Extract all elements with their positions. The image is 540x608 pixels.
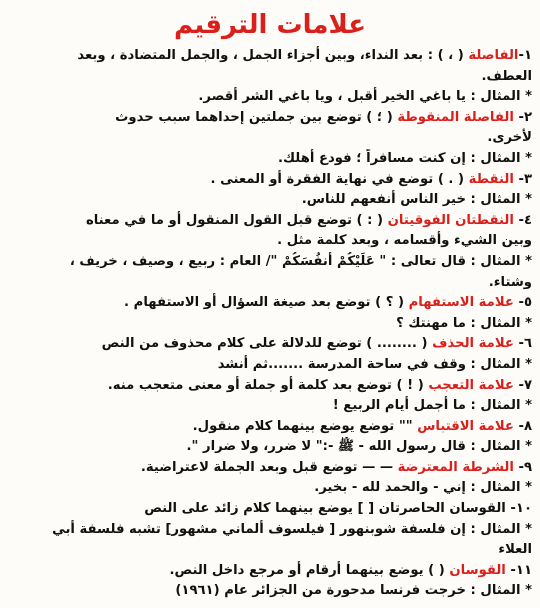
text-line bbox=[8, 314, 532, 335]
line-prefix: ٣- bbox=[513, 171, 532, 187]
line-text: العطف. bbox=[481, 68, 532, 84]
text-line bbox=[8, 149, 532, 170]
line-text: "" توضع يوضع بينهما كلام منقول. bbox=[192, 418, 418, 434]
line-text: لأخرى. bbox=[487, 130, 532, 146]
text-line bbox=[8, 67, 532, 88]
text-line bbox=[8, 396, 532, 417]
page-title: علامات الترقيم bbox=[173, 10, 367, 40]
line-prefix: ١١- bbox=[505, 562, 532, 578]
line-prefix: * bbox=[520, 192, 532, 208]
text-line bbox=[8, 170, 532, 191]
text-line bbox=[8, 581, 532, 602]
line-prefix: * bbox=[520, 398, 532, 414]
text-line bbox=[8, 355, 532, 376]
line-text: المثال : وقف في ساحة المدرسة .......ثم أنشد bbox=[217, 356, 521, 372]
line-text: المثال : يا باغي الخير أقبل ، ويا باغي الشر أقصر. bbox=[198, 89, 521, 105]
line-text: القوسان الحاصرتان [ ] يوضع بينهما كلام زائد على النص bbox=[144, 501, 506, 517]
line-text: وبين الشيء وأقسامه ، وبعد كلمة مثل . bbox=[277, 233, 532, 249]
line-prefix: ٦- bbox=[513, 336, 532, 352]
line-prefix: ١- bbox=[518, 48, 532, 63]
line-text: المثال : إن كنت مسافراً ؛ فودع أهلك. bbox=[278, 150, 521, 166]
line-text: ( ) يوضع بينهما أرقام أو مرجع داخل النص. bbox=[169, 562, 450, 578]
line-text: المثال : إني - والحمد لله - بخير. bbox=[314, 480, 521, 496]
line-text: المثال : خير الناس أنفعهم للناس. bbox=[301, 192, 521, 208]
text-line bbox=[8, 46, 532, 67]
text-line bbox=[8, 293, 532, 314]
line-text: المثال : قال تعالى : " عَلَيْكُمْ أَنفُسَكُمْ "/ العام : ربيع ، وصيف ، خريف ، bbox=[69, 253, 521, 269]
text-line bbox=[8, 437, 532, 458]
text-line bbox=[8, 252, 532, 273]
line-text: ( ........ ) توضع للدلالة على كلام محذوف من النص bbox=[101, 336, 433, 352]
punctuation-term: علامة الاقتباس bbox=[417, 418, 514, 434]
line-prefix: * bbox=[520, 356, 532, 372]
line-prefix: ٢- bbox=[513, 109, 532, 125]
punctuation-term: النقطتان الفوقيتان bbox=[387, 212, 514, 228]
line-text: المثال : خرجت فرنسا مدحورة من الجزائر عام (١٩٦١) bbox=[175, 583, 521, 599]
punctuation-term: الفاصلة bbox=[468, 48, 519, 63]
content-list bbox=[8, 46, 532, 602]
line-prefix: ٧- bbox=[513, 377, 532, 393]
line-prefix: ٨- bbox=[513, 418, 532, 434]
text-line bbox=[8, 334, 532, 355]
line-prefix: * bbox=[520, 89, 532, 105]
punctuation-term: علامة الاستفهام bbox=[408, 295, 514, 311]
line-text: ( ؟ ) توضع بعد صيغة السؤال أو الاستفهام . bbox=[124, 295, 409, 311]
line-prefix: ٤- bbox=[513, 212, 532, 228]
text-line bbox=[8, 561, 532, 582]
text-line bbox=[8, 273, 532, 294]
text-line bbox=[8, 376, 532, 397]
text-line bbox=[8, 231, 532, 252]
line-text: ( ؛ ) توضع بين جملتين إحداهما سبب حدوث bbox=[115, 109, 398, 125]
text-line bbox=[8, 478, 532, 499]
text-line bbox=[8, 458, 532, 479]
line-text: ( . ) توضع في نهاية الفقرة أو المعنى . bbox=[210, 171, 469, 187]
text-line bbox=[8, 87, 532, 108]
text-line bbox=[8, 128, 532, 149]
line-prefix: * bbox=[520, 253, 532, 269]
punctuation-term: الفاصلة المنقوطة bbox=[397, 109, 514, 125]
line-text: المثال : قال رسول الله - ﷺ -:" لا ضرر، ولا ضرار ". bbox=[186, 439, 521, 455]
line-text: وشتاء. bbox=[488, 274, 532, 290]
text-line bbox=[8, 520, 532, 541]
line-text: — — توضع قبل وبعد الجملة لاعتراضية. bbox=[140, 459, 398, 475]
punctuation-term: الشرطة المعترضة bbox=[397, 459, 514, 475]
punctuation-term: علامة التعجب bbox=[428, 377, 514, 393]
line-text: ( ، ) : بعد النداء، وبين أجزاء الجمل ، والجمل المتضادة ، وبعد bbox=[77, 48, 469, 63]
line-prefix: * bbox=[520, 315, 532, 331]
line-text: المثال : إن فلسفة شوبنهور [ فيلسوف ألماني مشهور] تشبه فلسفة أبي bbox=[52, 521, 521, 537]
line-prefix: * bbox=[520, 521, 532, 537]
text-line bbox=[8, 540, 532, 561]
line-text: ( : ) توضع قبل القول المنقول أو ما في معناه bbox=[85, 212, 388, 228]
line-text: ( ! ) توضع بعد كلمة أو جملة أو معنى متعجب منه. bbox=[107, 377, 429, 393]
line-prefix: ٩- bbox=[513, 459, 532, 475]
line-prefix: * bbox=[520, 150, 532, 166]
text-line bbox=[8, 108, 532, 129]
text-line bbox=[8, 211, 532, 232]
line-prefix: * bbox=[520, 439, 532, 455]
line-text: المثال : ما مهنتك ؟ bbox=[396, 315, 521, 331]
line-prefix: ٥- bbox=[513, 295, 532, 311]
line-prefix: ١٠- bbox=[505, 501, 532, 517]
line-prefix: * bbox=[520, 480, 532, 496]
text-line bbox=[8, 190, 532, 211]
line-prefix: * bbox=[520, 583, 532, 599]
line-text: المثال : ما أجمل أيام الربيع ! bbox=[332, 398, 521, 414]
punctuation-term: القوسان bbox=[449, 562, 506, 578]
text-line bbox=[8, 417, 532, 438]
line-text: العلاء bbox=[498, 542, 532, 558]
punctuation-term: علامة الحذف bbox=[432, 336, 514, 352]
text-line bbox=[8, 499, 532, 520]
punctuation-term: النقطة bbox=[468, 171, 514, 187]
